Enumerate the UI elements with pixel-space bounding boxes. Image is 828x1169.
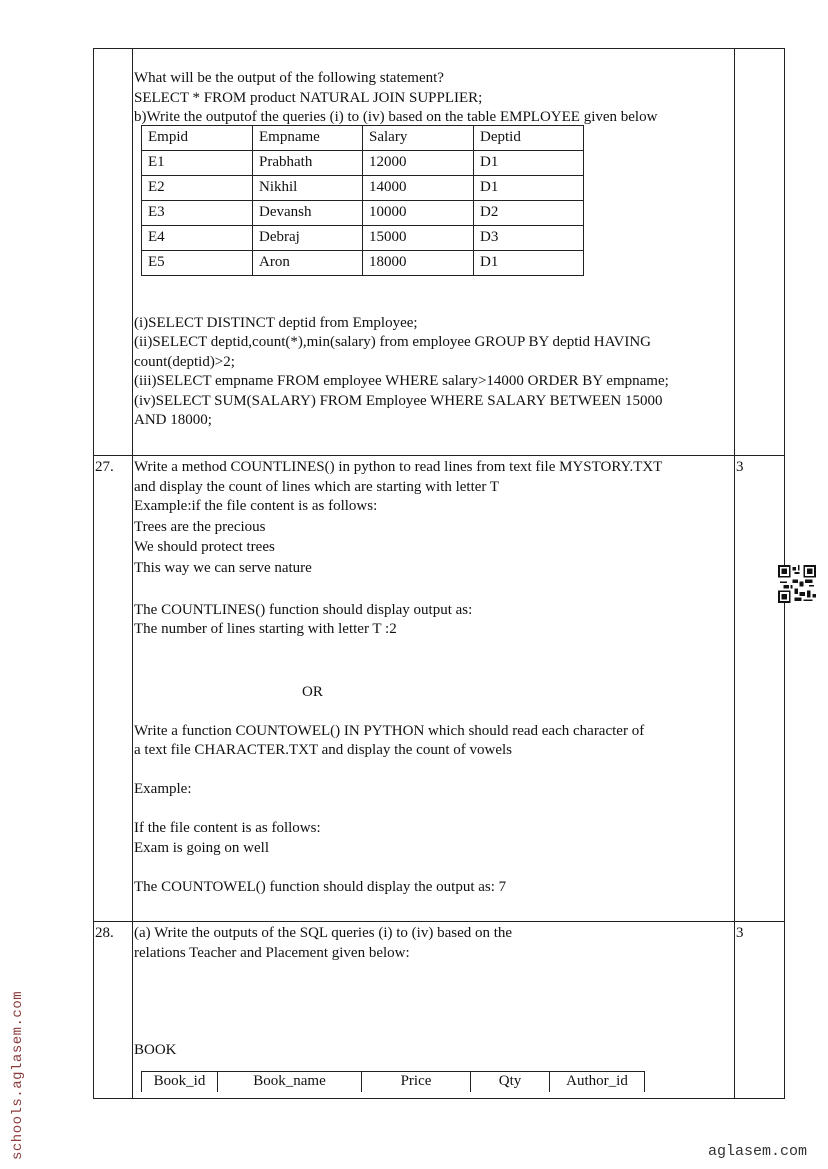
question-paper-table <box>93 48 785 1099</box>
table-header-row <box>142 1071 645 1092</box>
text-line: Example: <box>134 781 192 797</box>
table-cell: E1 <box>142 150 253 175</box>
text-line: relations Teacher and Placement given below: <box>134 944 410 961</box>
table-header: Book_name <box>218 1071 362 1092</box>
qr-code-icon <box>778 565 816 603</box>
table-row <box>142 175 584 200</box>
table-header: Author_id <box>550 1071 645 1092</box>
text-line: SELECT * FROM product NATURAL JOIN SUPPLIER; <box>134 89 483 106</box>
table-cell: 12000 <box>363 150 474 175</box>
sql-query: count(deptid)>2; <box>134 353 235 370</box>
table-cell: D2 <box>474 200 584 225</box>
marks-value: 3 <box>736 459 744 475</box>
question-number-cell <box>94 456 133 922</box>
marks-cell <box>735 922 785 1099</box>
table-cell: 10000 <box>363 200 474 225</box>
text-line: (a) Write the outputs of the SQL queries (i) to (iv) based on the <box>134 925 513 941</box>
question-content-cell <box>133 49 735 456</box>
text-line: Write a function COUNTOWEL() IN PYTHON which should read each character of <box>134 722 645 739</box>
text-line: The COUNTLINES() function should display output as: <box>134 601 473 618</box>
sql-query: AND 18000; <box>134 412 212 428</box>
sql-query: (i)SELECT DISTINCT deptid from Employee; <box>134 314 418 331</box>
marks-cell <box>735 456 785 922</box>
marks-value: 3 <box>736 925 744 941</box>
table-cell: 14000 <box>363 175 474 200</box>
table-header: Empname <box>253 125 363 150</box>
employee-table <box>141 125 584 276</box>
sql-query: (iii)SELECT empname FROM employee WHERE salary>14000 ORDER BY empname; <box>134 373 669 389</box>
table-cell: Aron <box>253 250 363 275</box>
table-cell: Nikhil <box>253 175 363 200</box>
table-cell: E4 <box>142 225 253 250</box>
table-cell: D3 <box>474 225 584 250</box>
text-line: b)Write the outputof the queries (i) to (iv) based on the table EMPLOYEE given below <box>134 109 658 125</box>
sql-query: (ii)SELECT deptid,count(*),min(salary) from employee GROUP BY deptid HAVING <box>134 334 652 350</box>
sql-query: (iv)SELECT SUM(SALARY) FROM Employee WHERE SALARY BETWEEN 15000 <box>134 392 663 409</box>
text-line: We should protect trees <box>134 539 275 555</box>
table-row <box>142 250 584 275</box>
table-row <box>142 225 584 250</box>
watermark-left: schools.aglasem.com <box>10 990 26 1160</box>
table-cell: D1 <box>474 150 584 175</box>
or-separator: OR <box>302 683 323 700</box>
question-number: 27. <box>95 459 114 475</box>
book-table <box>141 1071 645 1092</box>
table-cell: D1 <box>474 175 584 200</box>
watermark-right: aglasem.com <box>708 1143 808 1160</box>
table-cell: 15000 <box>363 225 474 250</box>
text-line: a text file CHARACTER.TXT and display the count of vowels <box>134 742 512 758</box>
table-header: Salary <box>363 125 474 150</box>
table-row <box>142 200 584 225</box>
marks-cell <box>735 49 785 456</box>
table-cell: Prabhath <box>253 150 363 175</box>
table-header-row <box>142 125 584 150</box>
table-header: Deptid <box>474 125 584 150</box>
question-28-row <box>94 922 785 1099</box>
question-number-cell <box>94 49 133 456</box>
table-header: Book_id <box>142 1071 218 1092</box>
text-line: The number of lines starting with letter T :2 <box>134 621 397 637</box>
text-line: The COUNTOWEL() function should display the output as: 7 <box>134 878 507 895</box>
text-line: Example:if the file content is as follows: <box>134 498 378 514</box>
question-26-row <box>94 49 785 456</box>
table-cell: E3 <box>142 200 253 225</box>
question-number: 28. <box>95 925 114 941</box>
text-line: What will be the output of the following statement? <box>134 70 444 86</box>
table-cell: Devansh <box>253 200 363 225</box>
table-header: Price <box>362 1071 471 1092</box>
text-line: This way we can serve nature <box>134 559 312 576</box>
text-line: Write a method COUNTLINES() in python to read lines from text file MYSTORY.TXT <box>134 459 663 475</box>
table-cell: 18000 <box>363 250 474 275</box>
text-line: If the file content is as follows: <box>134 820 321 836</box>
table-row <box>142 150 584 175</box>
text-line: Trees are the precious <box>134 518 266 535</box>
text-line: Exam is going on well <box>134 839 269 856</box>
table-cell: D1 <box>474 250 584 275</box>
table-header: Qty <box>471 1071 550 1092</box>
table-header: Empid <box>142 125 253 150</box>
question-content-cell <box>133 922 735 1099</box>
question-27-row <box>94 456 785 922</box>
table-cell: Debraj <box>253 225 363 250</box>
table-title: BOOK <box>134 1042 177 1058</box>
table-cell: E5 <box>142 250 253 275</box>
question-content-cell <box>133 456 735 922</box>
question-number-cell <box>94 922 133 1099</box>
table-cell: E2 <box>142 175 253 200</box>
text-line: and display the count of lines which are starting with letter T <box>134 478 500 495</box>
